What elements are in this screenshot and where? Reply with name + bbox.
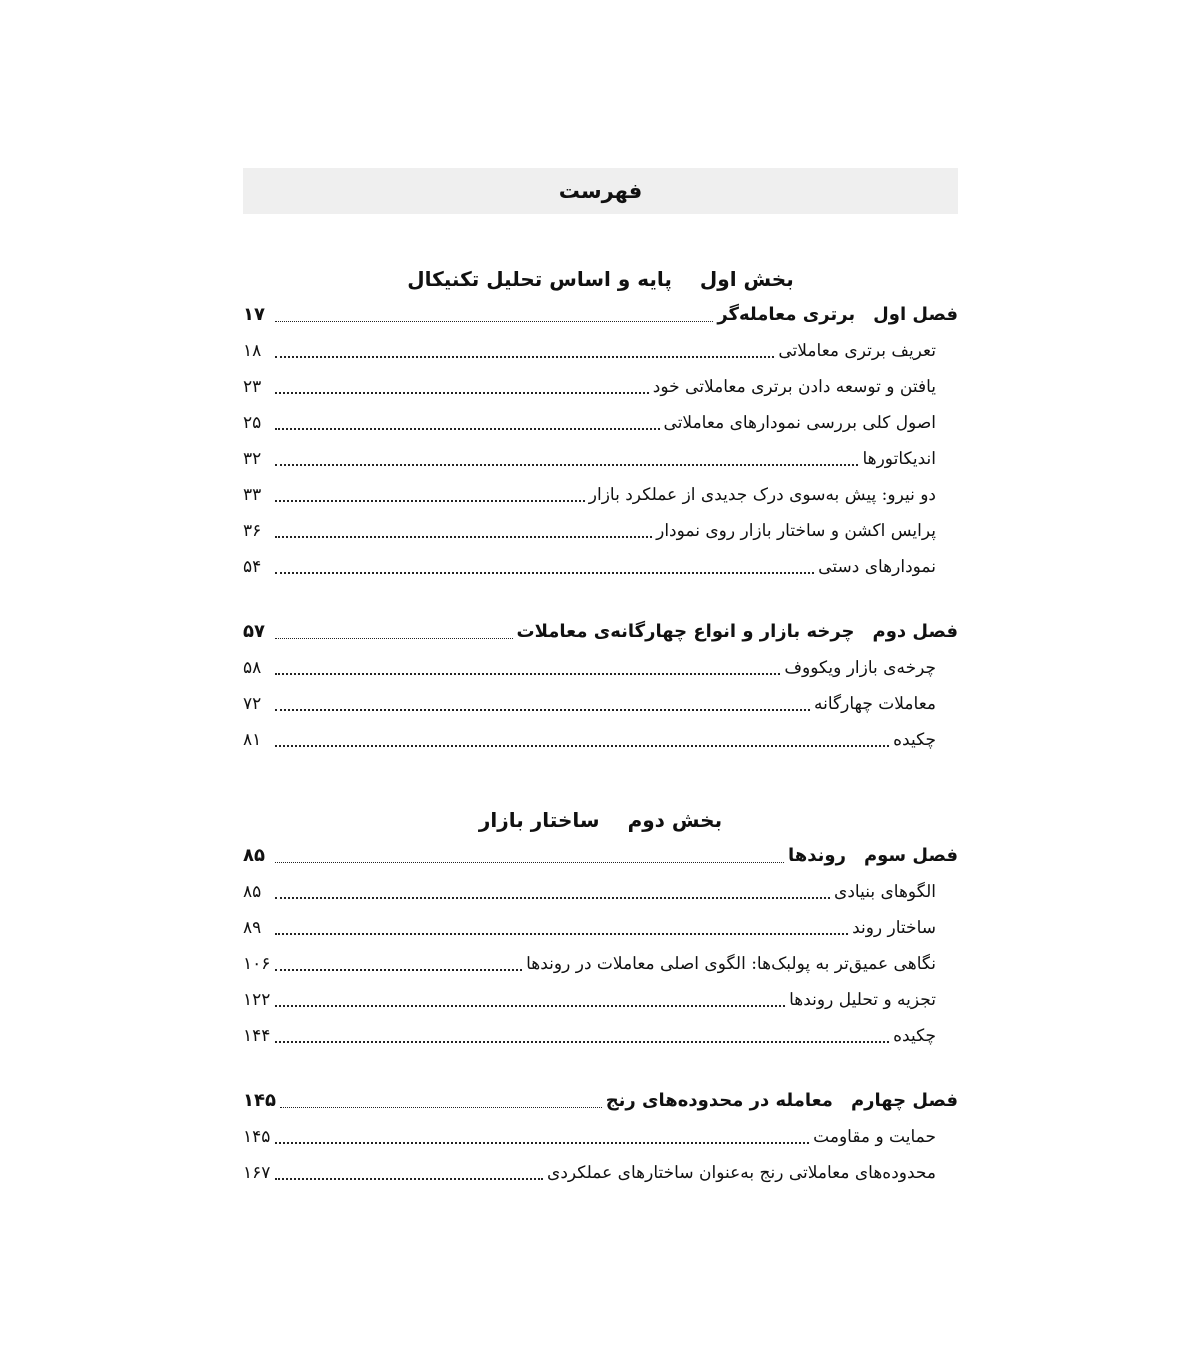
toc-entry	[243, 910, 958, 946]
entry-title: معاملات چهارگانه	[814, 694, 936, 714]
part-label: بخش دوم	[627, 808, 723, 832]
chapter-label: فصل سوم	[863, 845, 958, 866]
entry-title: چکیده	[893, 1026, 936, 1046]
dot-leader	[275, 709, 810, 711]
dot-leader	[275, 464, 858, 466]
table-of-contents	[243, 168, 958, 1191]
entry-page-number: ۵۴	[243, 557, 262, 577]
dot-leader	[275, 392, 649, 394]
entry-title: چرخه‌ی بازار ویکووف	[784, 658, 936, 678]
dot-leader	[275, 1041, 889, 1043]
chapter-row	[243, 838, 958, 874]
dot-leader	[275, 745, 889, 747]
toc-entry	[243, 369, 958, 405]
chapter-page-number: ۱۷	[243, 304, 265, 325]
entry-page-number: ۳۶	[243, 521, 262, 541]
entry-title: تعریف برتری معاملاتی	[778, 341, 936, 361]
toc-entry	[243, 650, 958, 686]
toc-title: فهرست	[558, 179, 643, 203]
entry-page-number: ۲۵	[243, 413, 262, 433]
toc-entry	[243, 405, 958, 441]
entry-page-number: ۵۸	[243, 658, 262, 678]
toc-entry	[243, 1155, 958, 1191]
chapter-title: روندها	[788, 845, 846, 866]
dot-leader	[275, 897, 830, 899]
toc-entry	[243, 874, 958, 910]
part-name: پایه و اساس تحلیل تکنیکال	[407, 267, 672, 291]
entry-title: تجزیه و تحلیل روندها	[789, 990, 936, 1010]
entry-title: چکیده	[893, 730, 936, 750]
toc-entry	[243, 441, 958, 477]
part-label: بخش اول	[699, 267, 794, 291]
dot-leader	[275, 572, 814, 574]
chapter-title: برتری معامله‌گر	[717, 304, 856, 325]
toc-entry	[243, 686, 958, 722]
dot-leader	[275, 1005, 785, 1007]
chapter-heading	[606, 1083, 958, 1119]
dot-leader	[275, 673, 780, 675]
dot-leader	[275, 1142, 809, 1144]
entry-title: نگاهی عمیق‌تر به پولبک‌ها: الگوی اصلی معاملات در روندها	[526, 954, 936, 974]
toc-title-bar	[243, 168, 958, 214]
chapter-heading	[517, 614, 959, 650]
chapter-title: چرخه بازار و انواع چهارگانه‌ی معاملات	[516, 621, 855, 642]
dot-leader	[275, 356, 774, 358]
chapter-page-number: ۱۴۵	[243, 1090, 276, 1111]
entry-title: محدوده‌های معاملاتی رنج به‌عنوان ساختارهای عملکردی	[547, 1163, 936, 1183]
entry-page-number: ۸۹	[243, 918, 262, 938]
dot-leader	[275, 969, 522, 971]
dot-leader	[275, 500, 585, 502]
entry-title: اندیکاتورها	[862, 449, 936, 469]
entry-page-number: ۱۴۵	[243, 1127, 271, 1147]
entry-page-number: ۱۸	[243, 341, 262, 361]
dot-leader	[275, 638, 513, 639]
entry-page-number: ۸۵	[243, 882, 262, 902]
chapter-label: فصل اول	[873, 304, 958, 325]
toc-entry	[243, 549, 958, 585]
chapter-heading	[788, 838, 958, 874]
chapter-title: معامله در محدوده‌های رنج	[605, 1090, 833, 1111]
part-name: ساختار بازار	[478, 808, 600, 832]
entry-page-number: ۷۲	[243, 694, 262, 714]
dot-leader	[275, 536, 652, 538]
toc-entry	[243, 1018, 958, 1054]
part-title	[243, 261, 958, 297]
entry-title: ساختار روند	[852, 918, 936, 938]
entry-title: دو نیرو: پیش به‌سوی درک جدیدی از عملکرد بازار	[588, 485, 936, 505]
dot-leader	[275, 1178, 543, 1180]
part-title	[243, 802, 958, 838]
entry-page-number: ۱۶۷	[243, 1163, 271, 1183]
chapter-label: فصل چهارم	[850, 1090, 958, 1111]
chapter-page-number: ۵۷	[243, 621, 265, 642]
dot-leader	[275, 428, 660, 430]
dot-leader	[280, 1107, 602, 1108]
entry-title: الگوهای بنیادی	[834, 882, 936, 902]
toc-entry	[243, 946, 958, 982]
toc-entry	[243, 1119, 958, 1155]
chapter-row	[243, 1083, 958, 1119]
toc-entry	[243, 722, 958, 758]
dot-leader	[275, 933, 848, 935]
entry-page-number: ۱۴۴	[243, 1026, 271, 1046]
chapter-page-number: ۸۵	[243, 845, 265, 866]
entry-page-number: ۲۳	[243, 377, 262, 397]
entry-title: یافتن و توسعه دادن برتری معاملاتی خود	[652, 377, 936, 397]
entry-page-number: ۳۲	[243, 449, 262, 469]
entry-page-number: ۱۲۲	[243, 990, 271, 1010]
toc-entry	[243, 513, 958, 549]
chapter-row	[243, 297, 958, 333]
toc-entry	[243, 333, 958, 369]
chapter-label: فصل دوم	[872, 621, 958, 642]
dot-leader	[275, 862, 784, 863]
entry-page-number: ۳۳	[243, 485, 262, 505]
chapter-heading	[717, 297, 958, 333]
entry-title: اصول کلی بررسی نمودارهای معاملاتی	[663, 413, 936, 433]
dot-leader	[275, 321, 713, 322]
entry-title: نمودارهای دستی	[818, 557, 936, 577]
toc-body	[243, 214, 958, 1191]
entry-title: پرایس اکشن و ساختار بازار روی نمودار	[656, 521, 936, 541]
toc-entry	[243, 982, 958, 1018]
toc-entry	[243, 477, 958, 513]
chapter-row	[243, 614, 958, 650]
entry-page-number: ۸۱	[243, 730, 262, 750]
entry-title: حمایت و مقاومت	[813, 1127, 936, 1147]
entry-page-number: ۱۰۶	[243, 954, 271, 974]
